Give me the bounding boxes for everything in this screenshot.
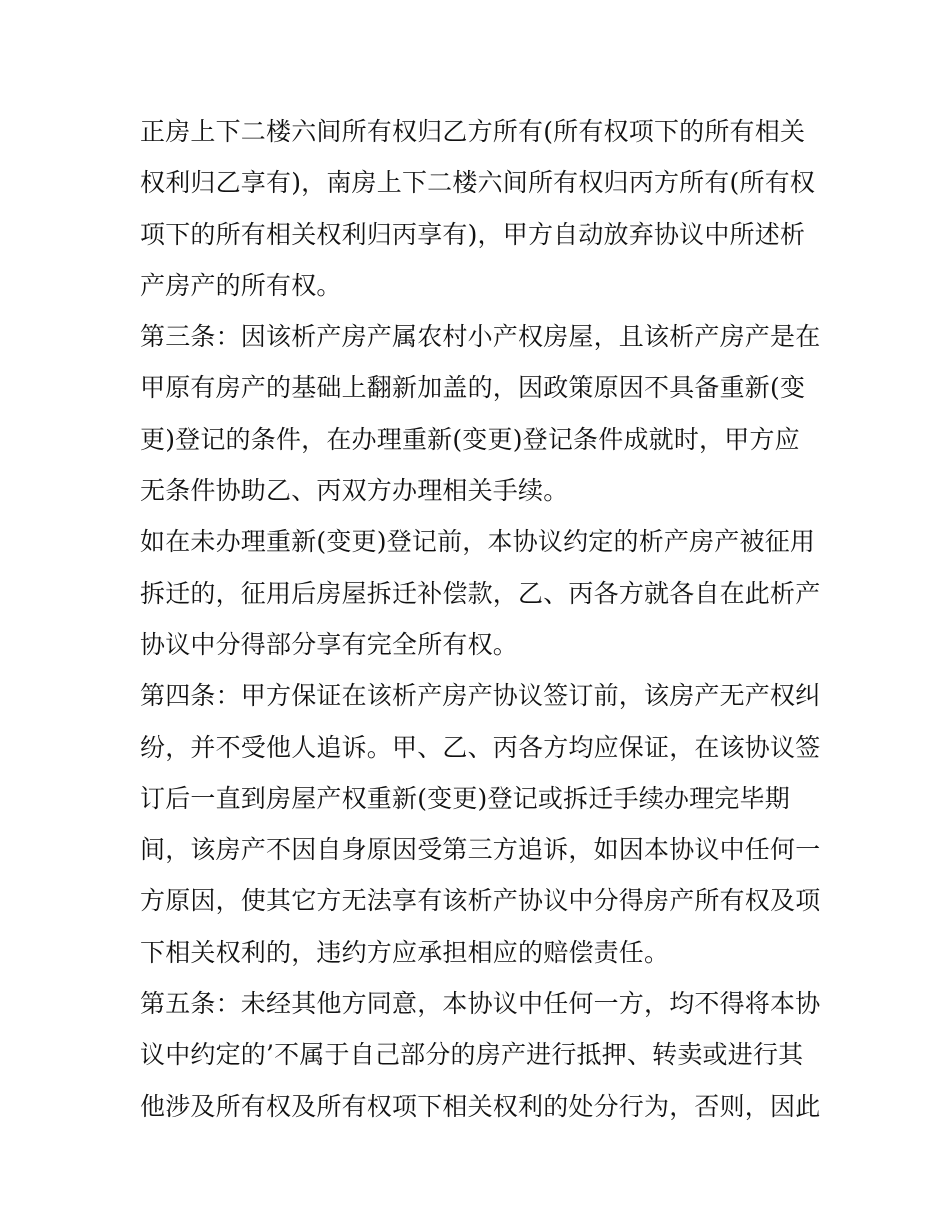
article-3-line-1: 第三条：因该析产房产属农村小产权房屋，且该析产房产是在 [140, 322, 821, 352]
article-3-line-2: 甲原有房产的基础上翻新加盖的，因政策原因不具备重新(变 [140, 373, 806, 403]
article-3-line-4: 无条件协助乙、丙双方办理相关手续。 [140, 476, 569, 506]
article-4-line-3: 订后一直到房屋产权重新(变更)登记或拆迁手续办理完毕期 [140, 783, 790, 813]
text-line-3: 项下的所有相关权利归丙享有)，甲方自动放弃协议中所述析 [140, 219, 806, 249]
paragraph-line-3: 协议中分得部分享有完全所有权。 [140, 629, 519, 659]
article-4-line-2: 纷，并不受他人追诉。甲、乙、丙各方均应保证，在该协议签 [140, 732, 821, 762]
article-4-line-1: 第四条：甲方保证在该析产房产协议签订前，该房产无产权纠 [140, 681, 821, 711]
document-body [140, 106, 820, 1132]
paragraph-line-1: 如在未办理重新(变更)登记前，本协议约定的析产房产被征用 [140, 527, 816, 557]
article-4-line-4: 间，该房产不因自身原因受第三方追诉，如因本协议中任何一 [140, 835, 821, 865]
text-line-1: 正房上下二楼六间所有权归乙方所有(所有权项下的所有相关 [140, 117, 806, 146]
article-4-line-6: 下相关权利的，违约方应承担相应的赔偿责任。 [140, 937, 670, 967]
article-3-line-3: 更)登记的条件，在办理重新(变更)登记条件成就时，甲方应 [140, 424, 800, 454]
article-4-line-5: 方原因，使其它方无法享有该析产协议中分得房产所有权及项 [140, 886, 821, 916]
text-line-2: 权利归乙享有)，南房上下二楼六间所有权归丙方所有(所有权 [140, 168, 816, 198]
text-line-4: 产房产的所有权。 [140, 270, 342, 300]
article-5-line-3: 他涉及所有权及所有权项下相关权利的处分行为，否则，因此 [140, 1091, 821, 1121]
article-5-line-1: 第五条：未经其他方同意，本协议中任何一方，均不得将本协 [140, 989, 821, 1019]
article-5-line-2: 议中约定的’不属于自己部分的房产进行抵押、转卖或进行其 [140, 1040, 804, 1070]
paragraph-line-2: 拆迁的，征用后房屋拆迁补偿款，乙、丙各方就各自在此析产 [140, 578, 821, 608]
